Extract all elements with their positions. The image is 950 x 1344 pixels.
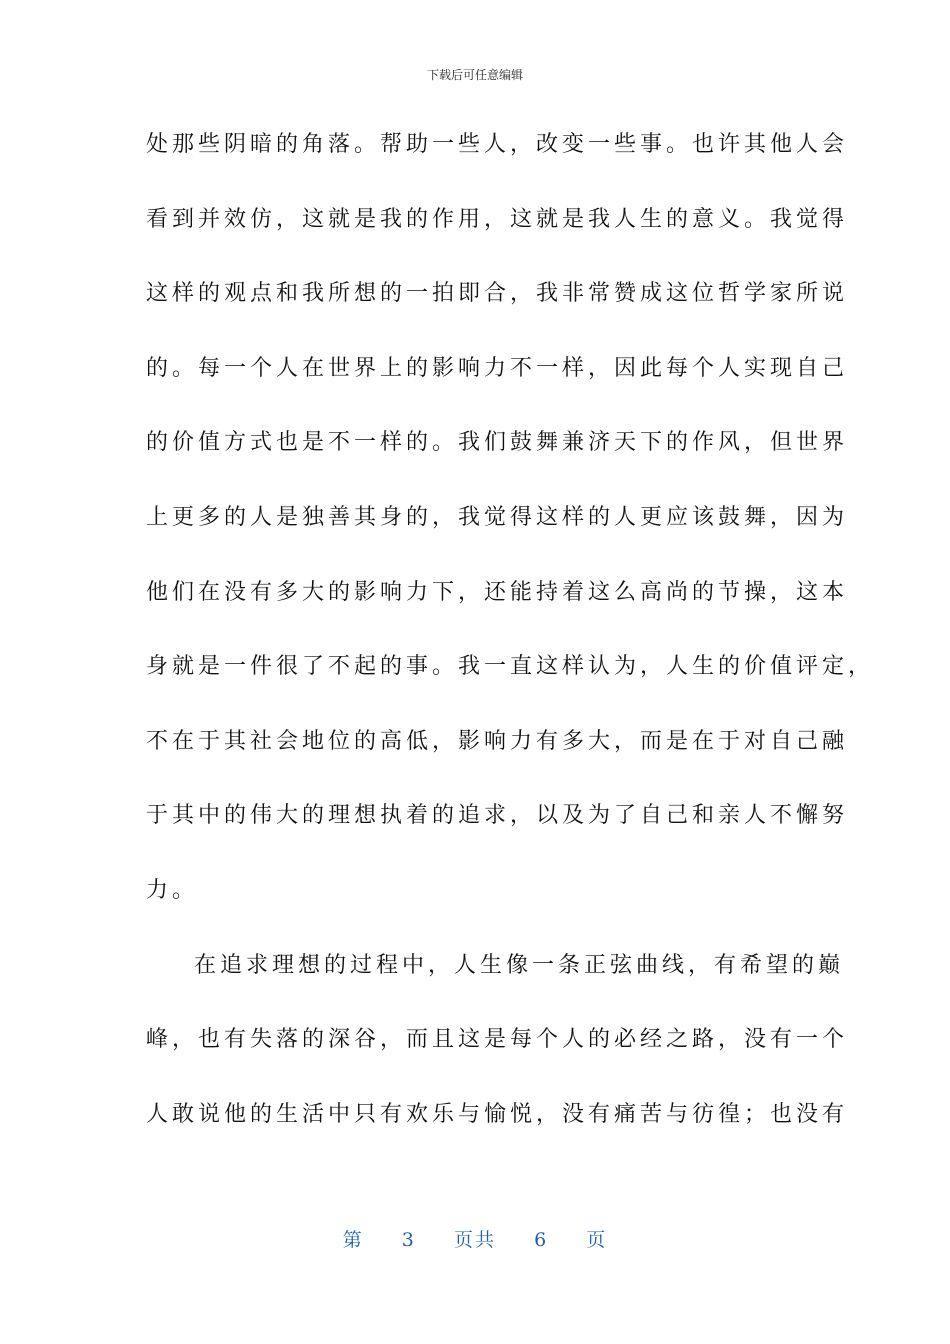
footer-suffix: 页 (586, 1229, 608, 1251)
total-pages-number: 6 (534, 1229, 549, 1251)
document-body (146, 120, 875, 1164)
text-line: 人敢说他的生活中只有欢乐与愉悦，没有痛苦与彷徨；也没有 (146, 1101, 849, 1127)
text-line: 峰，也有失落的深谷，而且这是每个人的必经之路，没有一个 (146, 1027, 849, 1053)
text-line: 的。每一个人在世界上的影响力不一样，因此每个人实现自己 (146, 355, 849, 381)
footer-middle: 页共 (453, 1229, 496, 1251)
text-line: 身就是一件很了不起的事。我一直这样认为，人生的价值评定， (146, 654, 875, 680)
text-line: 于其中的伟大的理想执着的追求，以及为了自己和亲人不懈努 (146, 803, 849, 829)
text-line: 上更多的人是独善其身的，我觉得这样的人更应该鼓舞，因为 (146, 504, 849, 530)
text-line: 这样的观点和我所想的一拍即合，我非常赞成这位哲学家所说 (146, 281, 849, 307)
current-page-number: 3 (401, 1229, 416, 1251)
text-line: 的价值方式也是不一样的。我们鼓舞兼济天下的作风，但世界 (146, 430, 849, 456)
text-line: 他们在没有多大的影响力下，还能持着这么高尚的节操，这本 (146, 579, 849, 605)
text-line: 处那些阴暗的角落。帮助一些人，改变一些事。也许其他人会 (146, 132, 849, 157)
footer-prefix: 第 (342, 1229, 364, 1251)
text-line: 看到并效仿，这就是我的作用，这就是我人生的意义。我觉得 (146, 206, 849, 232)
page-header-note: 下载后可任意编辑 (426, 68, 523, 82)
paragraph-start-line: 在追求理想的过程中，人生像一条正弦曲线，有希望的巅 (194, 952, 845, 978)
text-line: 不在于其社会地位的高低，影响力有多大，而是在于对自己融 (146, 728, 849, 754)
text-line: 力。 (146, 877, 199, 903)
page-number-footer (0, 1225, 950, 1252)
